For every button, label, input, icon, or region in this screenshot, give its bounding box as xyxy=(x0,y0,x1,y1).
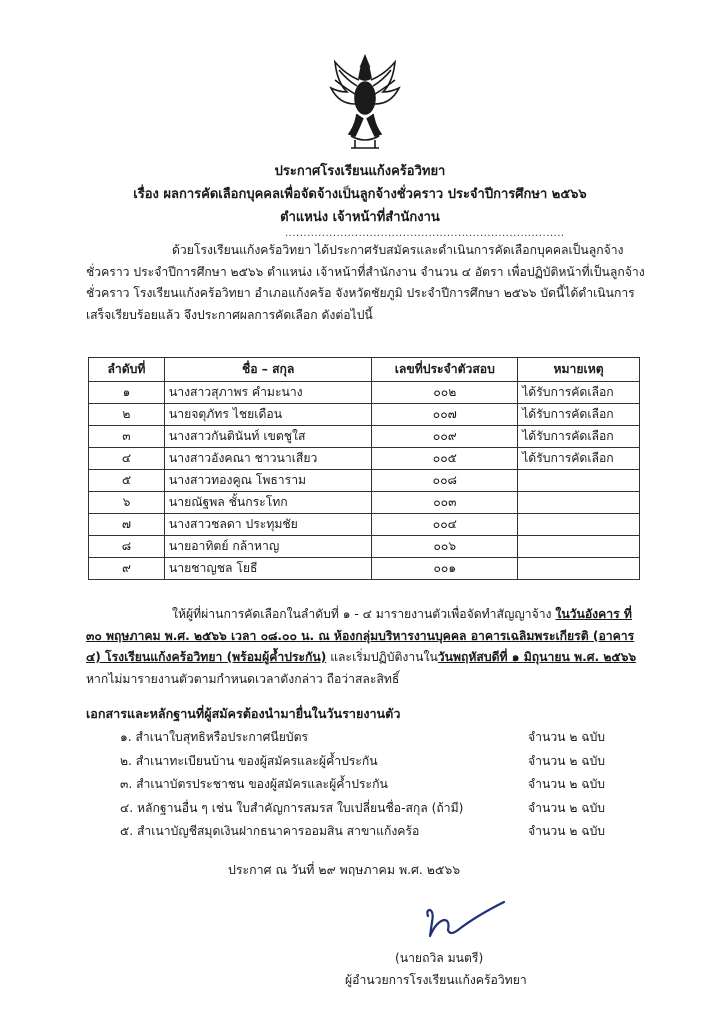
signer-title: ผู้อำนวยการโรงเรียนแก้งคร้อวิทยา xyxy=(345,973,527,987)
document-label: ๒. สำเนาทะเบียนบ้าน ของผู้สมัครและผู้ค้ำประกัน xyxy=(120,753,378,768)
cell-remark xyxy=(518,514,640,536)
list-item xyxy=(120,752,640,776)
table-row xyxy=(89,448,640,470)
col-header-name: ชื่อ – สกุล xyxy=(164,358,372,382)
document-quantity: จำนวน ๒ ฉบับ xyxy=(528,824,606,838)
report-date-venue: ในวันอังคาร ที่ ๓๐ พฤษภาคม พ.ศ. ๒๕๖๖ เวลา ๐๘.๐๐ น. ณ ห้องกลุ่มบริหารงานบุคคล อาคารเฉลิมพระเกียรติ (อาคาร ๔) โรงเรียนแก้งคร้อวิทยา (พร้อมผู้ค้ำประกัน) xyxy=(86,607,635,664)
cell-order: ๔ xyxy=(89,448,165,470)
signer-name: (นายถวิล มนตรี) xyxy=(395,951,484,965)
document-label: ๕. สำเนาบัญชีสมุดเงินฝากธนาคารออมสิน สาขาแก้งคร้อ xyxy=(120,824,420,838)
cell-remark: ได้รับการคัดเลือก xyxy=(518,448,640,470)
table-row xyxy=(89,558,640,580)
document-label: ๑. สำเนาใบสุทธิหรือประกาศนียบัตร xyxy=(120,730,309,744)
handwritten-signature xyxy=(420,896,510,948)
cell-remark: ได้รับการคัดเลือก xyxy=(518,426,640,448)
table-row xyxy=(89,514,640,536)
document-quantity: จำนวน ๒ ฉบับ xyxy=(528,730,606,744)
cell-order: ๕ xyxy=(89,470,165,492)
cell-name: นายจตุภัทร ไชยเดือน xyxy=(164,404,372,426)
cell-name: นายอาทิตย์ กล้าหาญ xyxy=(164,536,372,558)
intro-text: ด้วยโรงเรียนแก้งคร้อวิทยา ได้ประกาศรับสมัครและดำเนินการคัดเลือกบุคคลเป็นลูกจ้างชั่วคราว ประจำปีการศึกษา ๒๕๖๖ ตำแหน่ง เจ้าหน้าที่สำนักงาน จำนวน ๔ อัตรา เพื่อปฏิบัติหน้าที่เป็นลูกจ้างชั่วคราว โรงเรียนแก้งคร้อวิทยา อำเภอแก้งคร้อ จังหวัดชัยภูมิ ประจำปีการศึกษา ๒๕๖๖ บัดนี้ได้ดำเนินการเสร็จเรียบร้อยแล้ว จึงประกาศผลการคัดเลือก ดังต่อไปนี้ xyxy=(86,243,645,322)
list-item xyxy=(120,822,640,846)
cell-order: ๗ xyxy=(89,514,165,536)
cell-name: นางสาวทองคูณ โพธาราม xyxy=(164,470,372,492)
col-header-remark: หมายเหตุ xyxy=(518,358,640,382)
cell-remark: ได้รับการคัดเลือก xyxy=(518,382,640,404)
cell-exam-id: ๐๐๕ xyxy=(372,448,518,470)
notice-text-3: และเริ่มปฏิบัติงานใน xyxy=(326,650,438,664)
list-item xyxy=(120,728,640,752)
table-row xyxy=(89,492,640,514)
cell-name: นายชาญชล โยธี xyxy=(164,558,372,580)
document-quantity: จำนวน ๒ ฉบับ xyxy=(528,753,606,768)
document-label: ๓. สำเนาบัตรประชาชน ของผู้สมัครและผู้ค้ำประกัน xyxy=(120,777,388,791)
announcement-title: ประกาศโรงเรียนแก้งคร้อวิทยา xyxy=(274,164,446,179)
cell-order: ๑ xyxy=(89,382,165,404)
list-item xyxy=(120,799,640,823)
report-notice-paragraph xyxy=(86,604,646,690)
cell-exam-id: ๐๐๗ xyxy=(372,404,518,426)
cell-exam-id: ๐๐๑ xyxy=(372,558,518,580)
cell-exam-id: ๐๐๔ xyxy=(372,514,518,536)
table-row xyxy=(89,404,640,426)
cell-remark: ได้รับการคัดเลือก xyxy=(518,404,640,426)
table-row xyxy=(89,536,640,558)
cell-name: นายณัฐพล ชั้นกระโทก xyxy=(164,492,372,514)
documents-list xyxy=(120,728,640,846)
cell-exam-id: ๐๐๙ xyxy=(372,426,518,448)
cell-exam-id: ๐๐๒ xyxy=(372,382,518,404)
document-quantity: จำนวน ๒ ฉบับ xyxy=(528,777,606,791)
list-item xyxy=(120,775,640,799)
cell-name: นางสาวอังคณา ชาวนาเสียว xyxy=(164,448,372,470)
cell-exam-id: ๐๐๓ xyxy=(372,492,518,514)
cell-exam-id: ๐๐๖ xyxy=(372,536,518,558)
cell-exam-id: ๐๐๘ xyxy=(372,470,518,492)
notice-text-5: หากไม่มารายงานตัวตามกำหนดเวลาดังกล่าว ถือว่าสละสิทธิ์ xyxy=(86,671,400,686)
separator-line: ............................................................................ xyxy=(285,228,565,239)
col-header-order: ลำดับที่ xyxy=(89,358,165,382)
document-quantity: จำนวน ๒ ฉบับ xyxy=(528,800,606,815)
table-row xyxy=(89,470,640,492)
notice-text-1: ให้ผู้ที่ผ่านการคัดเลือกในลำดับที่ ๑ - ๔ มารายงานตัวเพื่อจัดทำสัญญาจ้าง xyxy=(172,607,556,621)
document-label: ๔. หลักฐานอื่น ๆ เช่น ใบสำคัญการสมรส ใบเปลี่ยนชื่อ-สกุล (ถ้ามี) xyxy=(120,800,464,815)
table-header-row xyxy=(89,358,640,382)
cell-name: นางสาวชลดา ประทุมชัย xyxy=(164,514,372,536)
intro-paragraph xyxy=(86,240,646,326)
cell-remark xyxy=(518,558,640,580)
cell-order: ๓ xyxy=(89,426,165,448)
table-row xyxy=(89,382,640,404)
documents-heading: เอกสารและหลักฐานที่ผู้สมัครต้องนำมายื่นในวันรายงานตัว xyxy=(86,706,401,721)
col-header-exam-id: เลขที่ประจำตัวสอบ xyxy=(372,358,518,382)
start-work-date: วันพฤหัสบดีที่ ๑ มิถุนายน พ.ศ. ๒๕๖๖ xyxy=(437,650,637,664)
cell-order: ๘ xyxy=(89,536,165,558)
garuda-emblem-icon xyxy=(325,52,405,152)
cell-name: นางสาวกันตินันท์ เขตชูใส xyxy=(164,426,372,448)
cell-order: ๙ xyxy=(89,558,165,580)
cell-order: ๖ xyxy=(89,492,165,514)
announcement-subject: เรื่อง ผลการคัดเลือกบุคคลเพื่อจัดจ้างเป็นลูกจ้างชั่วคราว ประจำปีการศึกษา ๒๕๖๖ xyxy=(133,187,587,202)
cell-remark xyxy=(518,470,640,492)
table-row xyxy=(89,426,640,448)
position-title: ตำแหน่ง เจ้าหน้าที่สำนักงาน xyxy=(280,210,440,225)
cell-remark xyxy=(518,536,640,558)
cell-remark xyxy=(518,492,640,514)
cell-name: นางสาวสุภาพร คำมะนาง xyxy=(164,382,372,404)
cell-order: ๒ xyxy=(89,404,165,426)
announcement-date: ประกาศ ณ วันที่ ๒๙ พฤษภาคม พ.ศ. ๒๕๖๖ xyxy=(228,862,461,877)
results-table xyxy=(88,357,640,580)
